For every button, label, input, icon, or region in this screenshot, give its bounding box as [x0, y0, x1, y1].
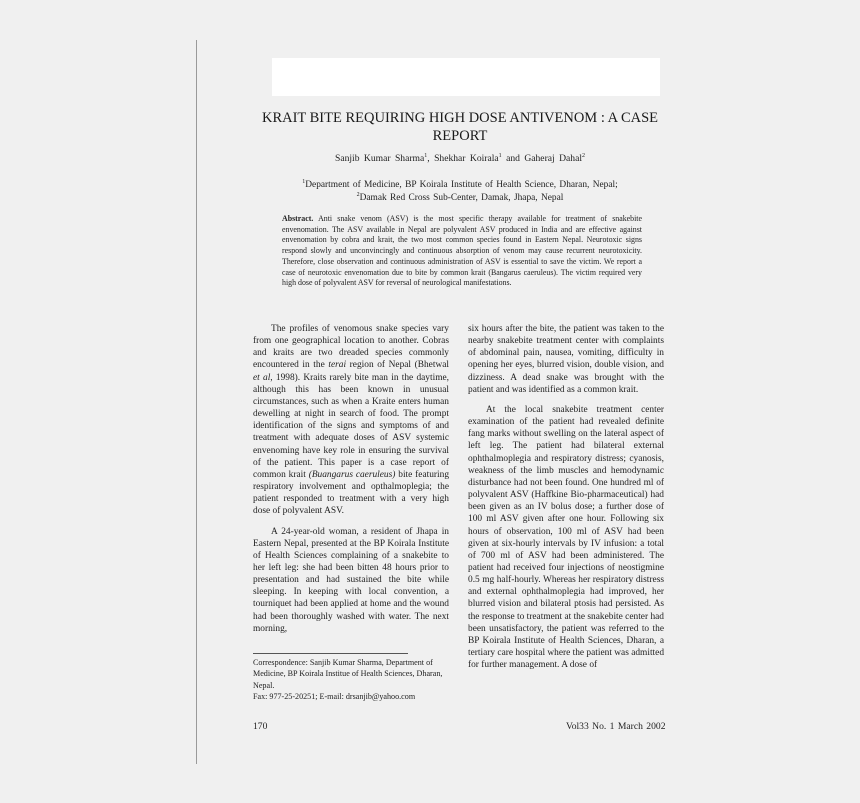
body-column-left: [253, 323, 449, 635]
paragraph-text: bite featuring respiratory involvement and opthalmoplegia; the patient responded to treatment with a very high dose of polyvalent ASV.: [253, 469, 450, 517]
affiliation-text: Department of Medicine, BP Koirala Institute of Health Science, Dharan, Nepal;: [305, 180, 618, 190]
affiliation-line: [268, 192, 652, 205]
italic-term: terai: [328, 360, 347, 371]
body-paragraph: six hours after the bite, the patient was taken to the nearby snakebite treatment center with complaints of abdominal pain, nausea, vomiting, difficulty in opening her eyes, blurred vision, double vision, and dizziness. A dead snake was brought with the patient and was identified as a common krait.: [468, 324, 664, 395]
author-separator: ,: [427, 153, 435, 164]
journal-issue: Vol33 No. 1 March 2002: [566, 721, 666, 732]
affiliation-marker: 2: [356, 191, 360, 198]
paragraph-text: region of Nepal (Bhetwal: [346, 360, 449, 371]
italic-term: et al: [253, 372, 271, 383]
footnote-rule: [253, 653, 408, 654]
species-name: (Buangarus caeruleus): [308, 469, 396, 480]
author-separator: and: [501, 153, 525, 164]
abstract-label: Abstract.: [282, 214, 314, 223]
author-name: Sanjib Kumar Sharma: [335, 153, 425, 164]
paragraph-text: , 1998). Kraits rarely bite man in the daytime, although this has been known in unusual circumstances, such as when a Kraite enters human dewelling at night in search of food. The prompt identification of the signs and symptoms of and treatment with adequate doses of ASV systemic envenoming have key role in ensuring the survival of the patient. This paper is a case report of common krait: [253, 372, 449, 480]
correspondence-contact: Fax: 977-25-20251; E-mail: drsanjib@yahoo.com: [253, 691, 416, 701]
body-paragraph: [253, 323, 449, 518]
body-paragraph: A 24-year-old woman, a resident of Jhapa in Eastern Nepal, presented at the BP Koirala Institute of Health Sciences complaining of a snakebite to her left leg: she had been bitten 48 hours prior to presentation and had sustained the bite while sleeping. In keeping with local convention, a tourniquet had been applied at home and the wound had been thoroughly washed with water. The next morning,: [253, 526, 449, 634]
affiliation-marker: 1: [302, 178, 306, 185]
margin-line: [196, 40, 197, 764]
body-column-right: [468, 323, 664, 671]
abstract: [282, 214, 642, 289]
body-paragraph: At the local snakebite treatment center examination of the patient had revealed definite fang marks without swelling on the lateral aspect of left leg. The patient had bilateral external ophthalmoplegia and respiratory distress; cyanosis, weakness of the limb muscles and hemodynamic disturbance had not been found. One hundred ml of polyvalent ASV (Haffkine Bio-pharmaceutical) had been given as an IV bolus dose; a further dose of 100 ml ASV given after one hour. Following six hours of observation, 100 ml of ASV had been given at six-hourly intervals by IV infusion: a total of 700 ml of ASV had been administered. The patient had received four injections of neostigmine 0.5 mg half-hourly. Whereas her respiratory distress and external ophthalmoplegia had improved, her blurred vision and bilateral ptosis had persisted. As the response to treatment at the snakebite center had been unsatisfactory, the patient was referred to the BP Koirala Institute of Health Sciences, Dharan, a tertiary care hospital where the patient was admitted for further management. A dose of: [468, 404, 665, 671]
affiliation-line: [268, 179, 652, 192]
affiliation-marker: 1: [498, 152, 502, 159]
author-name: Shekhar Koirala: [434, 153, 499, 164]
affiliation-marker: 1: [424, 152, 428, 159]
correspondence-address: Correspondence: Sanjib Kumar Sharma, Department of Medicine, BP Koirala Institue of Health Sciences, Dharan, Nepal.: [253, 658, 443, 690]
article-title: KRAIT BITE REQUIRING HIGH DOSE ANTIVENOM : A CASE REPORT: [261, 110, 659, 144]
affiliation-marker: 2: [582, 152, 585, 159]
paragraph-text: The profiles of venomous snake species vary from one geographical location to another. Cobras and kraits are two dreaded species commonly encountered in the: [253, 324, 449, 371]
page-number: 170: [253, 721, 268, 732]
correspondence-note: [253, 657, 453, 702]
affiliation-text: Damak Red Cross Sub-Center, Damak, Jhapa, Nepal: [359, 192, 564, 203]
header-box: [272, 58, 660, 96]
author-name: Gaheraj Dahal: [524, 153, 582, 164]
abstract-text: Anti snake venom (ASV) is the most specific therapy available for treatment of snakebite envenomation. The ASV available in Nepal are polyvalent ASV produced in India and are effective against envenomation by cobra and krait, the two most common species found in Eastern Nepal. Neurotoxic signs respond slowly and unconvincingly and continuous absorption of venom may cause recurrent neurotoxicity. Therefore, close observation and continuous administration of ASV is essential to save the victim. We report a case of neurotoxic envenomation due to bite by common krait (Bangarus caeruleus). The victim required very high dose of polyvalent ASV for reversal of neurological manifestations.: [282, 214, 642, 288]
author-list: [240, 153, 680, 164]
affiliations: [268, 179, 652, 204]
